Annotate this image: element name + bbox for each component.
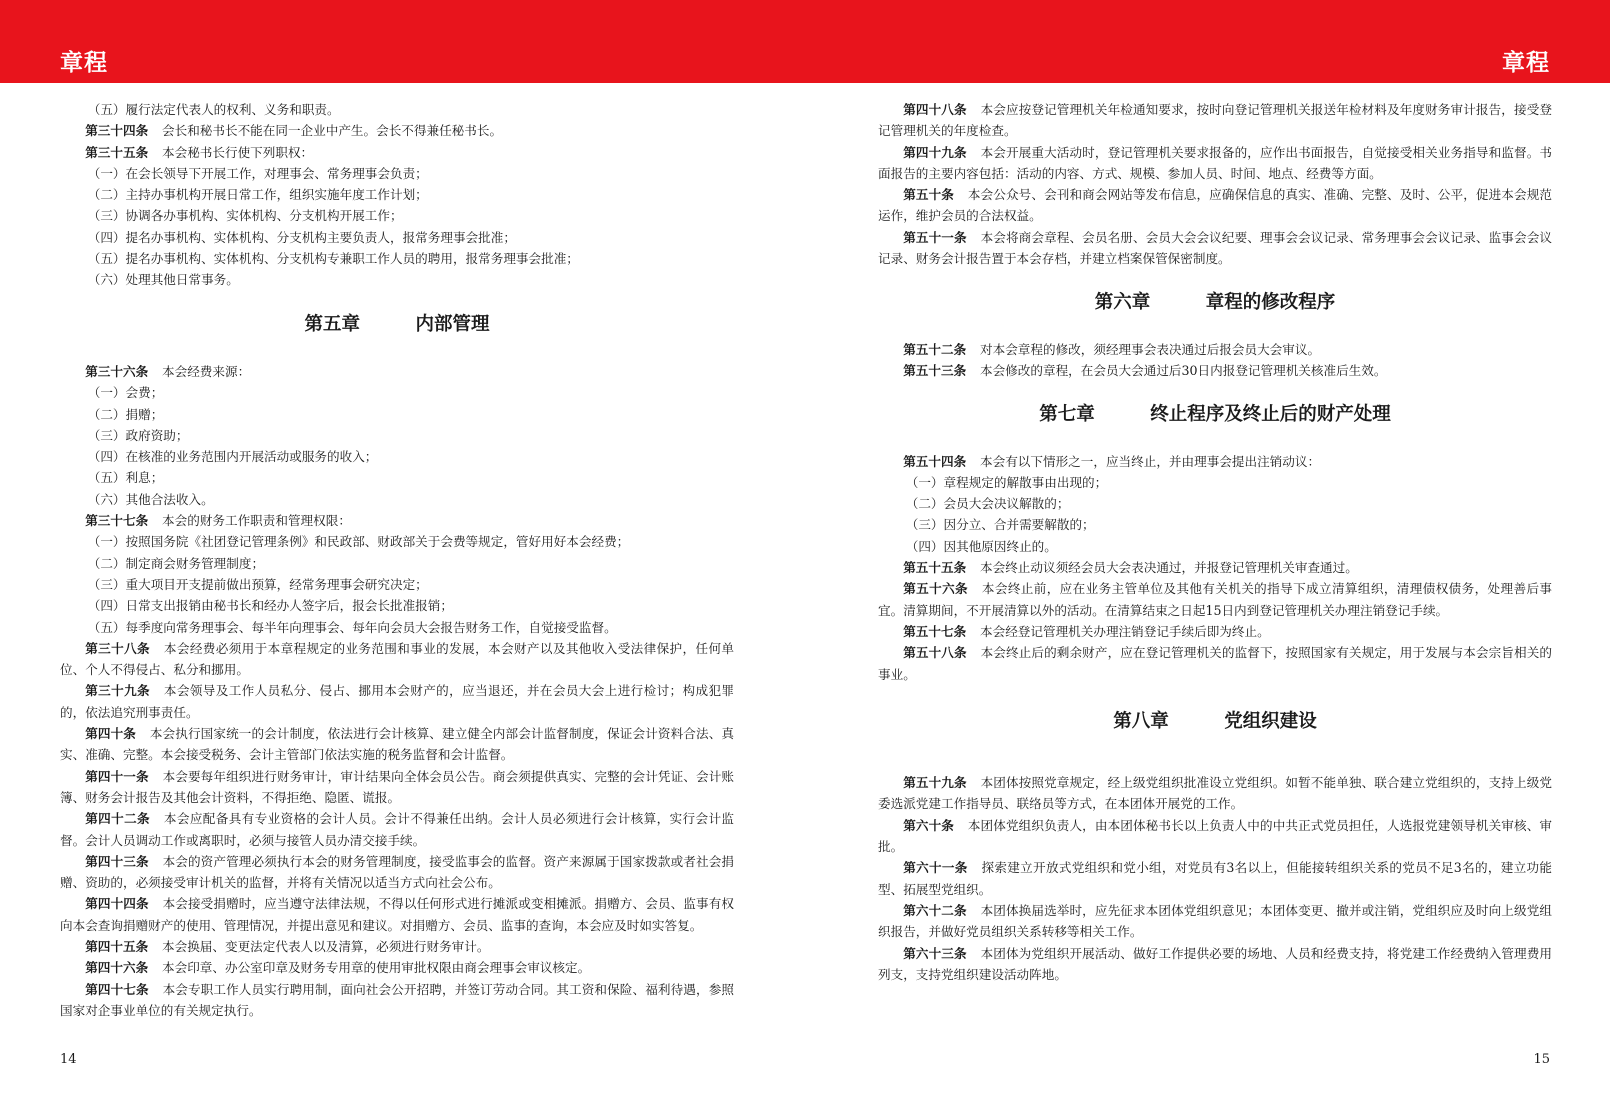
article-number: 第五十七条	[903, 623, 967, 639]
chapter-7-articles	[878, 451, 1552, 685]
article-number: 第四十一条	[85, 768, 149, 784]
chapter-title: 内部管理	[415, 313, 490, 335]
article-paragraph	[878, 99, 1552, 142]
article-text: （五）利息；	[87, 470, 164, 486]
list-item	[60, 425, 734, 446]
page-number-left: 14	[60, 1052, 77, 1067]
article-number: 第五十一条	[903, 229, 967, 245]
article-number: 第六十二条	[903, 902, 967, 918]
article-text: （五）每季度向常务理事会、每半年向理事会、每年向会员大会报告财务工作，自觉接受监督。	[87, 619, 617, 635]
article-text: 本会修改的章程，在会员大会通过后30日内报登记管理机关核准后生效。	[980, 362, 1387, 378]
article-text: 本会开展重大活动时，登记管理机关要求报备的，应作出书面报告，自觉接受相关业务指导和监督。书面报告的主要内容包括：活动的内容、方式、规模、参加人员、时间、地点、经费等方面。	[878, 144, 1553, 181]
list-item	[878, 493, 1552, 514]
list-item	[60, 574, 734, 595]
article-text: 本会终止动议须经会员大会表决通过，并报登记管理机关审查通过。	[980, 560, 1358, 576]
article-number: 第四十五条	[85, 938, 149, 954]
article-paragraph	[60, 893, 734, 936]
chapter-number: 第六章	[1094, 292, 1151, 314]
chapter-6-heading	[878, 292, 1552, 313]
article-text: 本会接受捐赠时，应当遵守法律法规，不得以任何形式进行摊派或变相摊派。捐赠方、会员、监事有权向本会查询捐赠财产的使用、管理情况，并提出意见和建议。对捐赠方、会员、监事的查询，本会应及时如实答复。	[60, 896, 735, 933]
article-text: （三）协调各办事机构、实体机构、分支机构开展工作；	[87, 208, 403, 224]
article-paragraph	[878, 772, 1552, 815]
chapter-8-articles	[878, 772, 1552, 985]
article-paragraph	[878, 900, 1552, 943]
chapter-number: 第五章	[304, 313, 360, 335]
article-number: 第五十四条	[903, 453, 967, 469]
list-item	[60, 184, 734, 205]
article-number: 第五十三条	[903, 362, 967, 378]
list-item	[60, 382, 734, 403]
article-text: 对本会章程的修改，须经理事会表决通过后报会员大会审议。	[980, 341, 1321, 357]
article-paragraph	[878, 227, 1552, 270]
chapter-6-articles	[878, 339, 1552, 382]
article-text: 本会应按登记管理机关年检通知要求，按时向登记管理机关报送年检材料及年度财务审计报告，接受登记管理机关的年度检查。	[878, 102, 1553, 139]
header-title-right: 章程	[1502, 49, 1550, 76]
article-paragraph	[60, 723, 734, 766]
list-item	[60, 553, 734, 574]
chapter-5-heading	[60, 314, 734, 335]
list-item	[878, 514, 1552, 535]
article-text: （五）提名办事机构、实体机构、分支机构专兼职工作人员的聘用，报常务理事会批准；	[87, 251, 579, 267]
article-text: 本会将商会章程、会员名册、会员大会会议纪要、理事会会议记录、常务理事会会议记录、监事会会议记录、财务会计报告置于本会存档，并建立档案保管保密制度。	[878, 229, 1553, 267]
list-item	[60, 446, 734, 467]
article-paragraph	[60, 936, 734, 957]
list-item	[60, 595, 734, 616]
article-number: 第五十二条	[903, 341, 967, 357]
article-text: 本会执行国家统一的会计制度，依法进行会计核算、建立健全内部会计监督制度，保证会计资料合法、真实、准确、完整。本会接受税务、会计主管部门依法实施的税务监督和会计监督。	[60, 726, 735, 763]
right-top-articles	[878, 99, 1552, 269]
article-number: 第三十八条	[85, 640, 151, 656]
left-page-column	[60, 99, 734, 1021]
article-paragraph	[60, 120, 734, 141]
chapter-5-articles	[60, 361, 734, 1021]
article-paragraph	[878, 557, 1552, 578]
article-number: 第五十八条	[903, 645, 967, 661]
article-number: 第三十五条	[85, 144, 149, 160]
article-text: （五）履行法定代表人的权利、义务和职责。	[87, 102, 340, 117]
list-item	[60, 205, 734, 226]
article-paragraph	[878, 339, 1552, 360]
article-paragraph	[60, 851, 734, 894]
article-text: （三）重大项目开支提前做出预算，经常务理事会研究决定；	[87, 576, 428, 592]
chapter-number: 第七章	[1039, 404, 1095, 426]
chapter-title: 党组织建设	[1224, 710, 1317, 732]
article-text: （二）会员大会决议解散的；	[905, 496, 1070, 512]
article-text: （六）处理其他日常事务。	[87, 272, 239, 288]
article-text: 本会领导及工作人员私分、侵占、挪用本会财产的，应当退还，并在会员大会上进行检讨；构成犯罪的，依法追究刑事责任。	[60, 683, 735, 720]
article-number: 第六十一条	[903, 860, 968, 876]
article-paragraph	[60, 638, 734, 681]
list-item	[60, 531, 734, 552]
article-number: 第五十条	[903, 187, 954, 203]
list-item	[878, 536, 1552, 557]
article-text: 本会印章、办公室印章及财务专用章的使用审批权限由商会理事会审议核定。	[162, 960, 591, 976]
article-paragraph	[878, 815, 1552, 858]
article-paragraph	[878, 578, 1552, 621]
article-paragraph	[60, 808, 734, 851]
article-number: 第五十六条	[903, 581, 969, 597]
list-item	[60, 269, 734, 290]
article-paragraph	[878, 857, 1552, 900]
article-number: 第四十九条	[903, 144, 967, 160]
list-item	[60, 467, 734, 488]
article-number: 第四十六条	[85, 960, 149, 976]
article-text: （二）捐赠；	[87, 406, 164, 422]
article-paragraph	[878, 642, 1552, 685]
chapter-title: 章程的修改程序	[1205, 292, 1336, 314]
chapter-7-heading	[878, 404, 1552, 425]
article-number: 第四十二条	[85, 811, 151, 827]
article-text: 本会的资产管理必须执行本会的财务管理制度，接受监事会的监督。资产来源属于国家拨款或者社会捐赠、资助的，必须接受审计机关的监督，并将有关情况以适当方式向社会公布。	[60, 853, 735, 891]
article-paragraph	[878, 360, 1552, 381]
article-text: （三）因分立、合并需要解散的；	[905, 517, 1095, 533]
article-number: 第四十条	[85, 726, 136, 742]
article-number: 第六十条	[903, 817, 954, 833]
article-text: 本会经费来源：	[162, 363, 251, 379]
article-text: （四）提名办事机构、实体机构、分支机构主要负责人，报常务理事会批准；	[87, 229, 516, 245]
article-number: 第三十七条	[85, 513, 149, 529]
list-item	[60, 99, 734, 120]
header-bar	[0, 0, 1610, 83]
article-paragraph	[60, 979, 734, 1022]
article-text: （二）制定商会财务管理制度；	[87, 555, 265, 571]
article-text: 本会秘书长行使下列职权：	[162, 144, 314, 160]
list-item	[60, 489, 734, 510]
article-paragraph	[878, 451, 1552, 472]
article-text: 本会的财务工作职责和管理权限：	[162, 513, 351, 529]
article-paragraph	[60, 766, 734, 809]
article-text: （四）在核准的业务范围内开展活动或服务的收入；	[87, 449, 378, 465]
article-text: 本团体为党组织开展活动、做好工作提供必要的场地、人员和经费支持，将党建工作经费纳入管理费用列支，支持党组织建设活动阵地。	[878, 945, 1553, 982]
right-page-column	[878, 99, 1552, 985]
article-number: 第四十八条	[903, 102, 967, 117]
article-paragraph	[60, 680, 734, 723]
list-item	[60, 227, 734, 248]
list-item	[60, 617, 734, 638]
article-text: 本会换届、变更法定代表人以及清算，必须进行财务审计。	[162, 938, 490, 954]
article-number: 第三十六条	[85, 363, 149, 379]
article-text: 会长和秘书长不能在同一企业中产生。会长不得兼任秘书长。	[162, 123, 503, 139]
article-paragraph	[60, 957, 734, 978]
header-title-left: 章程	[60, 49, 108, 76]
article-text: （四）因其他原因终止的。	[905, 538, 1057, 554]
article-text: （三）政府资助；	[87, 427, 189, 443]
article-paragraph	[878, 184, 1552, 227]
article-text: 本团体按照党章规定，经上级党组织批准设立党组织。如暂不能单独、联合建立党组织的，支持上级党委选派党建工作指导员、联络员等方式，在本团体开展党的工作。	[878, 775, 1553, 812]
article-paragraph	[878, 142, 1552, 185]
article-paragraph	[60, 510, 734, 531]
article-text: （一）章程规定的解散事由出现的；	[905, 474, 1108, 490]
article-text: （一）按照国务院《社团登记管理条例》和民政部、财政部关于会费等规定，管好用好本会经费；	[87, 534, 630, 550]
article-number: 第六十三条	[903, 945, 967, 961]
article-text: 本会专职工作人员实行聘用制，面向社会公开招聘，并签订劳动合同。其工资和保险、福利待遇，参照国家对企事业单位的有关规定执行。	[60, 981, 735, 1018]
article-number: 第三十四条	[85, 123, 149, 139]
article-number: 第四十四条	[85, 896, 149, 912]
article-number: 第三十九条	[85, 683, 151, 699]
article-text: （二）主持办事机构开展日常工作，组织实施年度工作计划；	[87, 187, 428, 203]
article-text: （四）日常支出报销由秘书长和经办人签字后，报会长批准报销；	[87, 598, 453, 614]
list-item	[60, 163, 734, 184]
article-text: 本团体党组织负责人，由本团体秘书长以上负责人中的中共正式党员担任，人选报党建领导机关审核、审批。	[878, 817, 1553, 855]
article-text: （六）其他合法收入。	[87, 491, 214, 507]
article-text: 本会有以下情形之一，应当终止，并由理事会提出注销动议：	[980, 453, 1321, 469]
article-text: （一）会费；	[87, 385, 164, 401]
article-text: 本会要每年组织进行财务审计，审计结果向全体会员公告。商会须提供真实、完整的会计凭证、会计账簿、财务会计报告及其他会计资料，不得拒绝、隐匿、谎报。	[60, 768, 735, 805]
article-text: 本会公众号、会刊和商会网站等发布信息，应确保信息的真实、准确、完整、及时、公平，促进本会规范运作，维护会员的合法权益。	[878, 187, 1553, 224]
list-item	[878, 472, 1552, 493]
chapter-title: 终止程序及终止后的财产处理	[1150, 404, 1391, 426]
article-text: 本会终止后的剩余财产，应在登记管理机关的监督下，按照国家有关规定，用于发展与本会宗旨相关的事业。	[878, 645, 1553, 682]
article-paragraph	[878, 621, 1552, 642]
list-item	[60, 404, 734, 425]
article-text: 本团体换届选举时，应先征求本团体党组织意见；本团体变更、撤并或注销，党组织应及时向上级党组织报告，并做好党员组织关系转移等相关工作。	[878, 902, 1553, 940]
article-paragraph	[60, 142, 734, 163]
article-number: 第五十五条	[903, 560, 967, 576]
article-number: 第五十九条	[903, 775, 967, 791]
page-number-right: 15	[1533, 1052, 1550, 1067]
article-paragraph	[60, 361, 734, 382]
chapter-8-heading	[878, 711, 1552, 732]
list-item	[60, 248, 734, 269]
article-paragraph	[878, 943, 1552, 986]
article-number: 第四十七条	[85, 981, 149, 997]
article-text: （一）在会长领导下开展工作，对理事会、常务理事会负责；	[87, 165, 428, 181]
left-top-articles	[60, 99, 734, 291]
article-text: 本会经登记管理机关办理注销登记手续后即为终止。	[980, 623, 1270, 639]
article-text: 本会经费必须用于本章程规定的业务范围和事业的发展，本会财产以及其他收入受法律保护，任何单位、个人不得侵占、私分和挪用。	[60, 640, 735, 678]
chapter-number: 第八章	[1113, 710, 1169, 732]
article-number: 第四十三条	[85, 853, 149, 869]
article-text: 探索建立开放式党组织和党小组，对党员有3名以上，但能接转组织关系的党员不足3名的，建立功能型、拓展型党组织。	[878, 860, 1553, 897]
article-text: 本会终止前，应在业务主管单位及其他有关机关的指导下成立清算组织，清理债权债务，处理善后事宜。清算期间，不开展清算以外的活动。在清算结束之日起15日内到登记管理机关办理注销登记手续。	[878, 581, 1553, 618]
article-text: 本会应配备具有专业资格的会计人员。会计不得兼任出纳。会计人员必须进行会计核算，实行会计监督。会计人员调动工作或离职时，必须与接管人员办清交接手续。	[60, 811, 735, 848]
